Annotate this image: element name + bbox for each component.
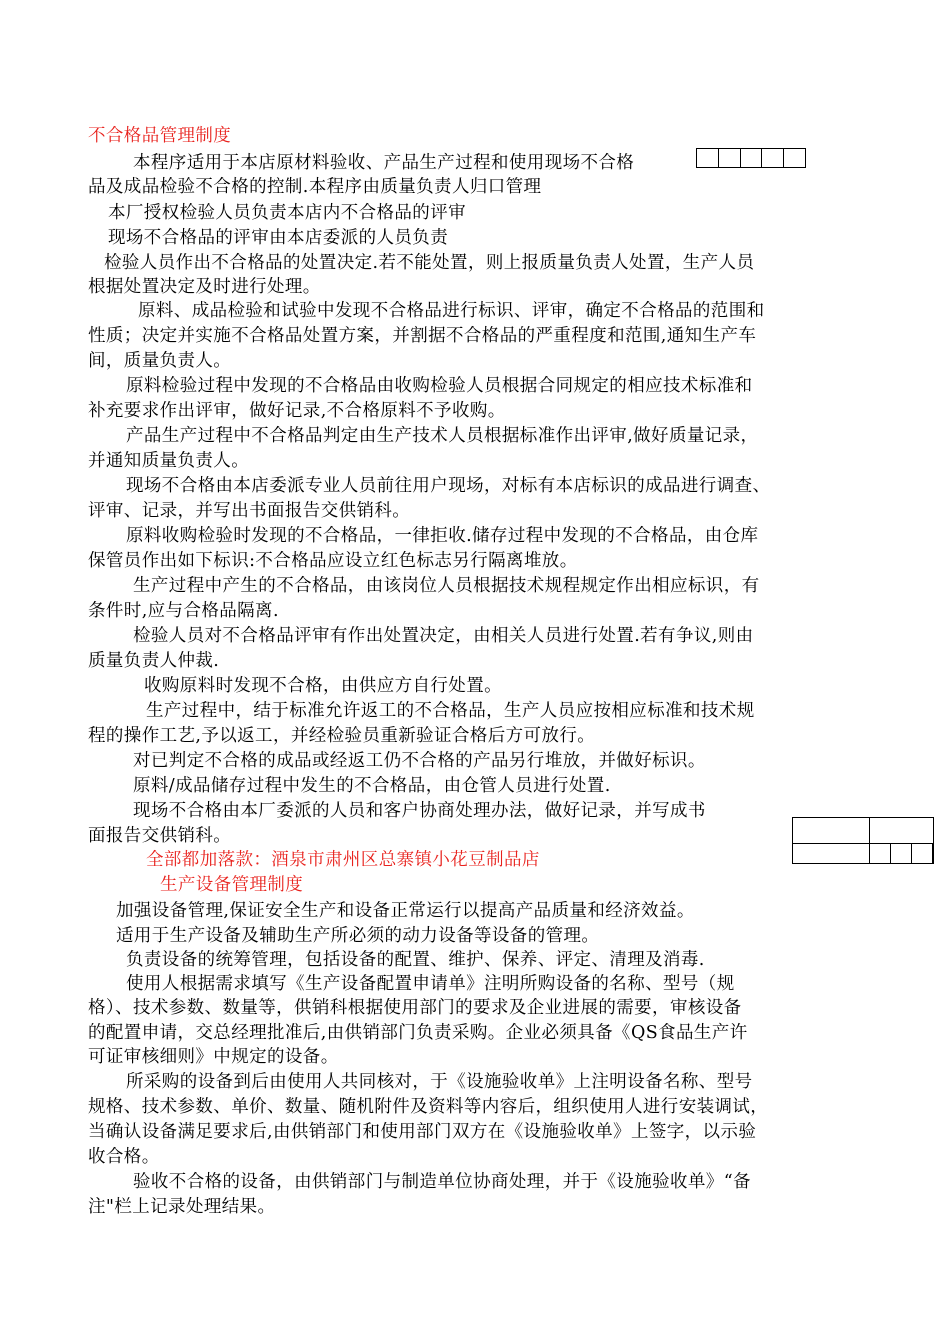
body-line: 本厂授权检验人员负责本店内不合格品的评审 bbox=[108, 203, 466, 223]
body-line: 现场不合格由本店委派专业人员前往用户现场，对标有本店标识的成品进行调查、 bbox=[126, 476, 771, 496]
body-line: 质量负责人仲裁. bbox=[88, 651, 220, 671]
body-line: 原料、成品检验和试验中发现不合格品进行标识、评审，确定不合格品的范围和 bbox=[138, 301, 765, 321]
body-line: 验收不合格的设备，由供销部门与制造单位协商处理，并于《设施验收单》“备 bbox=[133, 1172, 751, 1192]
body-line: 规格、技术参数、单价、数量、随机附件及资料等内容后，组织使用人进行安装调试， bbox=[88, 1097, 769, 1117]
body-line: 检验人员作出不合格品的处置决定.若不能处置，则上报质量负责人处置，生产人员 bbox=[104, 253, 755, 273]
body-line: 格）、技术参数、数量等，供销科根据使用部门的要求及企业进展的需要，审核设备 bbox=[88, 998, 742, 1018]
body-line: 检验人员对不合格品评审有作出处置决定，由相关人员进行处置.若有争议,则由 bbox=[133, 626, 754, 646]
body-line: 的配置申请，交总经理批准后,由供销部门负责采购。企业必须具备《QS食品生产许 bbox=[88, 1023, 748, 1043]
body-line: 适用于生产设备及辅助生产所必须的动力设备等设备的管理。 bbox=[116, 926, 600, 946]
body-line: 现场不合格由本厂委派的人员和客户协商处理办法，做好记录，并写成书 bbox=[133, 801, 706, 821]
body-line: 并通知质量负责人。 bbox=[88, 451, 250, 471]
body-line: 加强设备管理,保证安全生产和设备正常运行以提高产品质量和经济效益。 bbox=[116, 901, 695, 921]
body-line: 注"栏上记录处理结果。 bbox=[88, 1197, 276, 1217]
body-line: 原料检验过程中发现的不合格品由收购检验人员根据合同规定的相应技术标准和 bbox=[126, 376, 753, 396]
body-line: 产品生产过程中不合格品判定由生产技术人员根据标准作出评审,做好质量记录， bbox=[126, 426, 759, 446]
body-line: 品及成品检验不合格的控制.本程序由质量负责人归口管理 bbox=[88, 177, 542, 197]
body-line: 负责设备的统筹管理，包括设备的配置、维护、保养、评定、清理及消毒. bbox=[126, 950, 705, 970]
body-line: 性质；决定并实施不合格品处置方案，并割据不合格品的严重程度和范围,通知生产车 bbox=[88, 326, 757, 346]
body-line: 根据处置决定及时进行处理。 bbox=[88, 277, 321, 297]
body-line: 使用人根据需求填写《生产设备配置申请单》注明所购设备的名称、型号（规 bbox=[126, 974, 735, 994]
body-line: 可证审核细则》中规定的设备。 bbox=[88, 1047, 339, 1067]
body-line: 收购原料时发现不合格，由供应方自行处置。 bbox=[144, 676, 502, 696]
body-line: 所采购的设备到后由使用人共同核对，于《设施验收单》上注明设备名称、型号 bbox=[126, 1072, 753, 1092]
body-line: 程的操作工艺,予以返工，并经检验员重新验证合格后方可放行。 bbox=[88, 726, 596, 746]
body-line: 原料收购检验时发现的不合格品，一律拒收.储存过程中发现的不合格品，由仓库 bbox=[126, 526, 759, 546]
section-title-nonconforming: 不合格品管理制度 bbox=[88, 126, 232, 146]
body-line: 生产过程中产生的不合格品，由该岗位人员根据技术规程规定作出相应标识，有 bbox=[133, 576, 760, 596]
body-line: 原料/成品储存过程中发生的不合格品，由仓管人员进行处置. bbox=[133, 776, 611, 796]
body-line: 收合格。 bbox=[88, 1147, 160, 1167]
decor-table-middle bbox=[792, 817, 934, 864]
body-line: 条件时,应与合格品隔离. bbox=[88, 601, 279, 621]
section-title-equipment: 生产设备管理制度 bbox=[160, 875, 304, 895]
body-line: 面报告交供销科。 bbox=[88, 826, 232, 846]
body-line: 补充要求作出评审，做好记录,不合格原料不予收购。 bbox=[88, 401, 506, 421]
body-line: 评审、记录，并写出书面报告交供销科。 bbox=[88, 501, 411, 521]
body-line: 现场不合格品的评审由本店委派的人员负责 bbox=[108, 228, 449, 248]
signature-line: 全部都加落款：酒泉市肃州区总寨镇小花豆制品店 bbox=[146, 850, 540, 870]
body-line: 保管员作出如下标识:不合格品应设立红色标志另行隔离堆放。 bbox=[88, 551, 578, 571]
body-line: 间，质量负责人。 bbox=[88, 351, 232, 371]
decor-table-top bbox=[696, 148, 806, 168]
body-line: 对已判定不合格的成品或经返工仍不合格的产品另行堆放，并做好标识。 bbox=[133, 751, 706, 771]
body-line: 本程序适用于本店原材料验收、产品生产过程和使用现场不合格 bbox=[133, 153, 635, 173]
body-line: 当确认设备满足要求后,由供销部门和使用部门双方在《设施验收单》上签字，以示验 bbox=[88, 1122, 757, 1142]
body-line: 生产过程中，结于标准允许返工的不合格品，生产人员应按相应标准和技术规 bbox=[146, 701, 755, 721]
